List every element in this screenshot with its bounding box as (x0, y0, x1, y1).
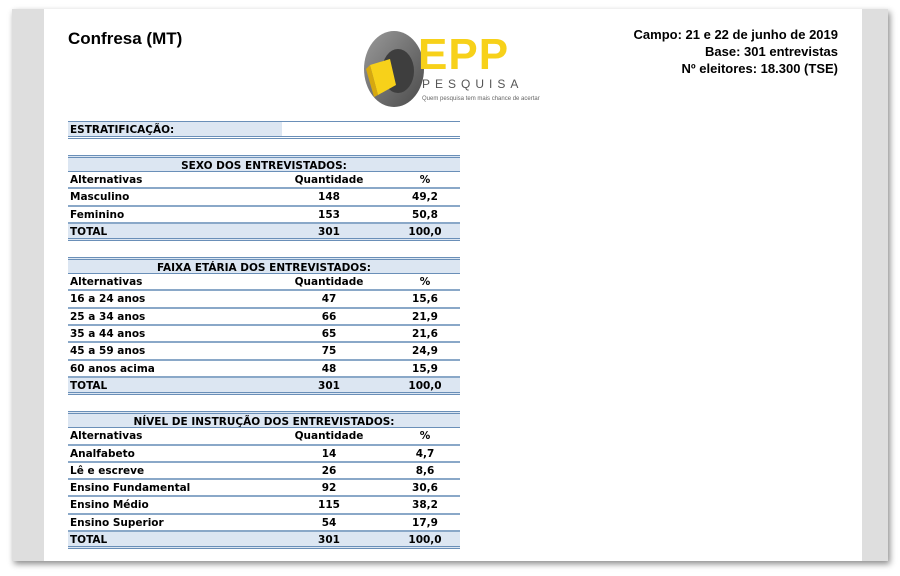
quantity-cell: 75 (321, 345, 337, 358)
quantity-cell: 66 (321, 310, 337, 323)
quantity-cell: 54 (321, 516, 337, 529)
logo-brand-text: EPP (418, 30, 510, 79)
table-total-row (68, 224, 460, 241)
base-interviews: Base: 301 entrevistas (705, 44, 838, 59)
city-title: Confresa (MT) (68, 29, 183, 48)
percent-cell: 21,6 (412, 328, 438, 341)
quantity-cell: Quantidade (294, 276, 364, 289)
tables-area (68, 121, 460, 565)
percent-cell: 15,6 (412, 293, 438, 306)
document-frame (12, 9, 888, 561)
stratification-value (282, 122, 460, 136)
alternative-cell: Masculino (70, 191, 130, 204)
alternative-cell: Ensino Fundamental (70, 482, 191, 495)
percent-cell: 4,7 (415, 447, 435, 460)
table-header-row (68, 274, 460, 291)
quantity-cell: 301 (318, 379, 340, 392)
table-row (68, 515, 460, 532)
alternative-cell: 25 a 34 anos (70, 310, 146, 323)
alternative-cell: Ensino Superior (70, 516, 164, 529)
table-row (68, 480, 460, 497)
table-row (68, 463, 460, 480)
percent-cell: 38,2 (412, 499, 438, 512)
table-row (68, 446, 460, 463)
alternative-cell: 45 a 59 anos (70, 345, 146, 358)
quantity-cell: 115 (318, 499, 340, 512)
table-row (68, 291, 460, 308)
percent-cell: 24,9 (412, 345, 438, 358)
alternative-cell: Alternativas (70, 276, 143, 289)
percent-cell: 100,0 (408, 225, 442, 238)
table-header-row (68, 172, 460, 189)
percent-cell: 17,9 (412, 516, 438, 529)
data-table (68, 411, 460, 549)
alternative-cell: TOTAL (70, 225, 108, 238)
table-row (68, 207, 460, 224)
table-row (68, 326, 460, 343)
quantity-cell: 301 (318, 534, 340, 547)
percent-cell: 50,8 (412, 208, 438, 221)
alternative-cell: TOTAL (70, 379, 108, 392)
alternative-cell: Alternativas (70, 430, 143, 443)
table-title: FAIXA ETÁRIA DOS ENTREVISTADOS: (68, 257, 460, 274)
data-table (68, 257, 460, 395)
logo-sub-text: PESQUISA (422, 77, 524, 91)
stratification-label: ESTRATIFICAÇÃO: (68, 122, 282, 136)
table-row (68, 343, 460, 360)
table-header-row (68, 428, 460, 445)
percent-cell: % (419, 430, 431, 443)
table-row (68, 309, 460, 326)
quantity-cell: 14 (321, 447, 337, 460)
percent-cell: 49,2 (412, 191, 438, 204)
percent-cell: 30,6 (412, 482, 438, 495)
table-title: NÍVEL DE INSTRUÇÃO DOS ENTREVISTADOS: (68, 411, 460, 428)
percent-cell: % (419, 276, 431, 289)
percent-cell: 100,0 (408, 379, 442, 392)
alternative-cell: 16 a 24 anos (70, 293, 146, 306)
percent-cell: 15,9 (412, 362, 438, 375)
table-row (68, 189, 460, 206)
alternative-cell: Feminino (70, 208, 125, 221)
voters-count: Nº eleitores: 18.300 (TSE) (681, 61, 838, 76)
alternative-cell: Lê e escreve (70, 464, 145, 477)
document-page (44, 9, 862, 561)
survey-meta (634, 26, 838, 77)
alternative-cell: TOTAL (70, 534, 108, 547)
logo-slogan: Quem pesquisa tem mais chance de acertar (422, 96, 540, 102)
percent-cell: 100,0 (408, 534, 442, 547)
quantity-cell: 26 (321, 464, 337, 477)
alternative-cell: 35 a 44 anos (70, 328, 146, 341)
quantity-cell: Quantidade (294, 174, 364, 186)
quantity-cell: 148 (318, 191, 340, 204)
quantity-cell: 301 (318, 225, 340, 238)
alternative-cell: Analfabeto (70, 447, 135, 460)
quantity-cell: 47 (321, 293, 337, 306)
quantity-cell: 153 (318, 208, 340, 221)
quantity-cell: 65 (321, 328, 337, 341)
alternative-cell: Ensino Médio (70, 499, 149, 512)
table-total-row (68, 378, 460, 395)
table-title: SEXO DOS ENTREVISTADOS: (68, 155, 460, 172)
table-row (68, 497, 460, 514)
table-row (68, 361, 460, 378)
percent-cell: 21,9 (412, 310, 438, 323)
stratification-row (68, 121, 460, 139)
percent-cell: % (419, 174, 431, 186)
table-total-row (68, 532, 460, 549)
data-table (68, 155, 460, 241)
quantity-cell: 48 (321, 362, 337, 375)
alternative-cell: Alternativas (70, 174, 143, 186)
campo-dates: Campo: 21 e 22 de junho de 2019 (633, 27, 838, 42)
epp-logo (356, 25, 552, 111)
percent-cell: 8,6 (415, 464, 435, 477)
quantity-cell: Quantidade (294, 430, 364, 443)
alternative-cell: 60 anos acima (70, 362, 155, 375)
quantity-cell: 92 (321, 482, 337, 495)
tables-container (68, 155, 460, 549)
